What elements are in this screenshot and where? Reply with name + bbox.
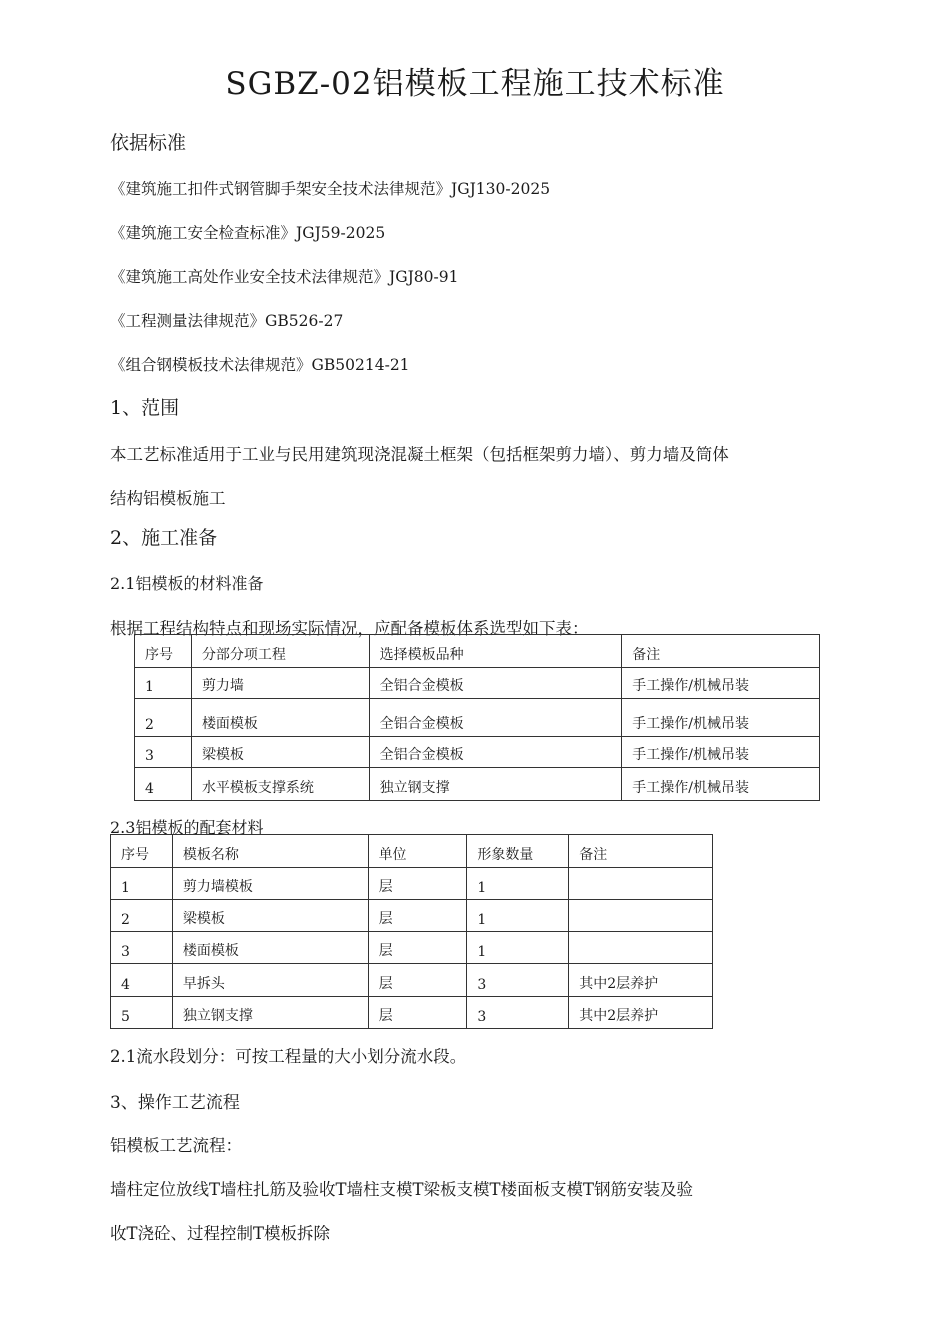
section-heading-scope: 1、范围 [110, 397, 180, 419]
table-cell: 楼面模板 [172, 932, 368, 964]
table-cell: 2 [111, 900, 173, 932]
table-cell: 5 [111, 997, 173, 1029]
table-intro-text: 根据工程结构特点和现场实际情况，应配备模板体系选型如下表： [110, 619, 589, 638]
reference-item: 《组合钢模板技术法律规范》GB50214-21 [110, 356, 410, 374]
table-cell: 层 [368, 900, 467, 932]
process-flow-label: 铝模板工艺流程： [110, 1136, 242, 1155]
table-cell: 1 [467, 868, 569, 900]
table-cell: 3 [111, 932, 173, 964]
table-header-cell: 备注 [569, 835, 713, 868]
table-header-cell: 模板名称 [172, 835, 368, 868]
table-row [135, 668, 820, 699]
table-row [111, 997, 713, 1029]
section-heading-preparation: 2、施工准备 [110, 527, 218, 549]
table-header-cell: 序号 [135, 635, 192, 668]
table-cell: 全铝合金模板 [369, 699, 622, 737]
table-cell: 梁模板 [172, 900, 368, 932]
table-cell: 层 [368, 964, 467, 997]
table-row [111, 932, 713, 964]
table-header-cell: 形象数量 [467, 835, 569, 868]
table-cell: 早拆头 [172, 964, 368, 997]
table-cell: 4 [135, 768, 192, 801]
scope-paragraph-line: 本工艺标准适用于工业与民用建筑现浇混凝土框架（包括框架剪力墙）、剪力墙及筒体 [110, 445, 729, 464]
table-row [135, 737, 820, 768]
table-cell: 1 [135, 668, 192, 699]
table-header-row [135, 635, 820, 668]
table-cell: 水平模板支撑系统 [191, 768, 369, 801]
table-row [111, 964, 713, 997]
table-cell: 其中2层养护 [569, 964, 713, 997]
table-header-cell: 选择模板品种 [369, 635, 622, 668]
process-flow-line: 墙柱定位放线T墙柱扎筋及验收T墙柱支模T梁板支模T楼面板支模T钢筋安装及验 [110, 1180, 694, 1199]
table-cell: 手工操作/机械吊装 [622, 668, 820, 699]
table-cell: 楼面模板 [191, 699, 369, 737]
basis-heading: 依据标准 [110, 132, 187, 154]
table-cell [569, 932, 713, 964]
table-cell: 3 [467, 997, 569, 1029]
table-cell: 2 [135, 699, 192, 737]
table-row [111, 868, 713, 900]
table-cell: 独立钢支撑 [369, 768, 622, 801]
table-cell: 3 [135, 737, 192, 768]
table-cell: 手工操作/机械吊装 [622, 737, 820, 768]
table-header-cell: 单位 [368, 835, 467, 868]
table-header-row [111, 835, 713, 868]
page-title: SGBZ-02铝模板工程施工技术标准 [225, 66, 725, 102]
table-cell: 全铝合金模板 [369, 737, 622, 768]
table-header-cell: 备注 [622, 635, 820, 668]
formwork-selection-table [134, 634, 820, 801]
table-cell: 1 [467, 900, 569, 932]
table-cell: 手工操作/机械吊装 [622, 768, 820, 801]
reference-item: 《工程测量法律规范》GB526-27 [110, 312, 344, 330]
table-header-cell: 分部分项工程 [191, 635, 369, 668]
subsection-heading: 2.3铝模板的配套材料 [110, 818, 264, 837]
table-cell: 层 [368, 868, 467, 900]
table-cell: 其中2层养护 [569, 997, 713, 1029]
table-header-cell: 序号 [111, 835, 173, 868]
process-flow-line: 收T浇砼、过程控制T模板拆除 [110, 1224, 331, 1243]
table-cell: 剪力墙模板 [172, 868, 368, 900]
table-cell [569, 900, 713, 932]
table-cell [569, 868, 713, 900]
subsection-heading: 2.1铝模板的材料准备 [110, 574, 264, 593]
table-cell: 剪力墙 [191, 668, 369, 699]
table-cell: 层 [368, 997, 467, 1029]
table-cell: 1 [111, 868, 173, 900]
table-cell: 梁模板 [191, 737, 369, 768]
reference-item: 《建筑施工扣件式钢管脚手架安全技术法律规范》JGJ130-2025 [110, 180, 551, 198]
table-cell: 3 [467, 964, 569, 997]
table-row [111, 900, 713, 932]
table-cell: 独立钢支撑 [172, 997, 368, 1029]
scope-paragraph-line: 结构铝模板施工 [110, 489, 226, 508]
table-row [135, 768, 820, 801]
reference-item: 《建筑施工高处作业安全技术法律规范》JGJ80-91 [110, 268, 459, 286]
reference-item: 《建筑施工安全检查标准》JGJ59-2025 [110, 224, 386, 242]
table-cell: 4 [111, 964, 173, 997]
section-heading-process: 3、操作工艺流程 [110, 1093, 240, 1113]
supporting-materials-table [110, 834, 713, 1029]
table-cell: 手工操作/机械吊装 [622, 699, 820, 737]
table-cell: 层 [368, 932, 467, 964]
table-cell: 全铝合金模板 [369, 668, 622, 699]
table-row [135, 699, 820, 737]
flow-division-text: 2.1流水段划分：可按工程量的大小划分流水段。 [110, 1047, 467, 1066]
table-cell: 1 [467, 932, 569, 964]
